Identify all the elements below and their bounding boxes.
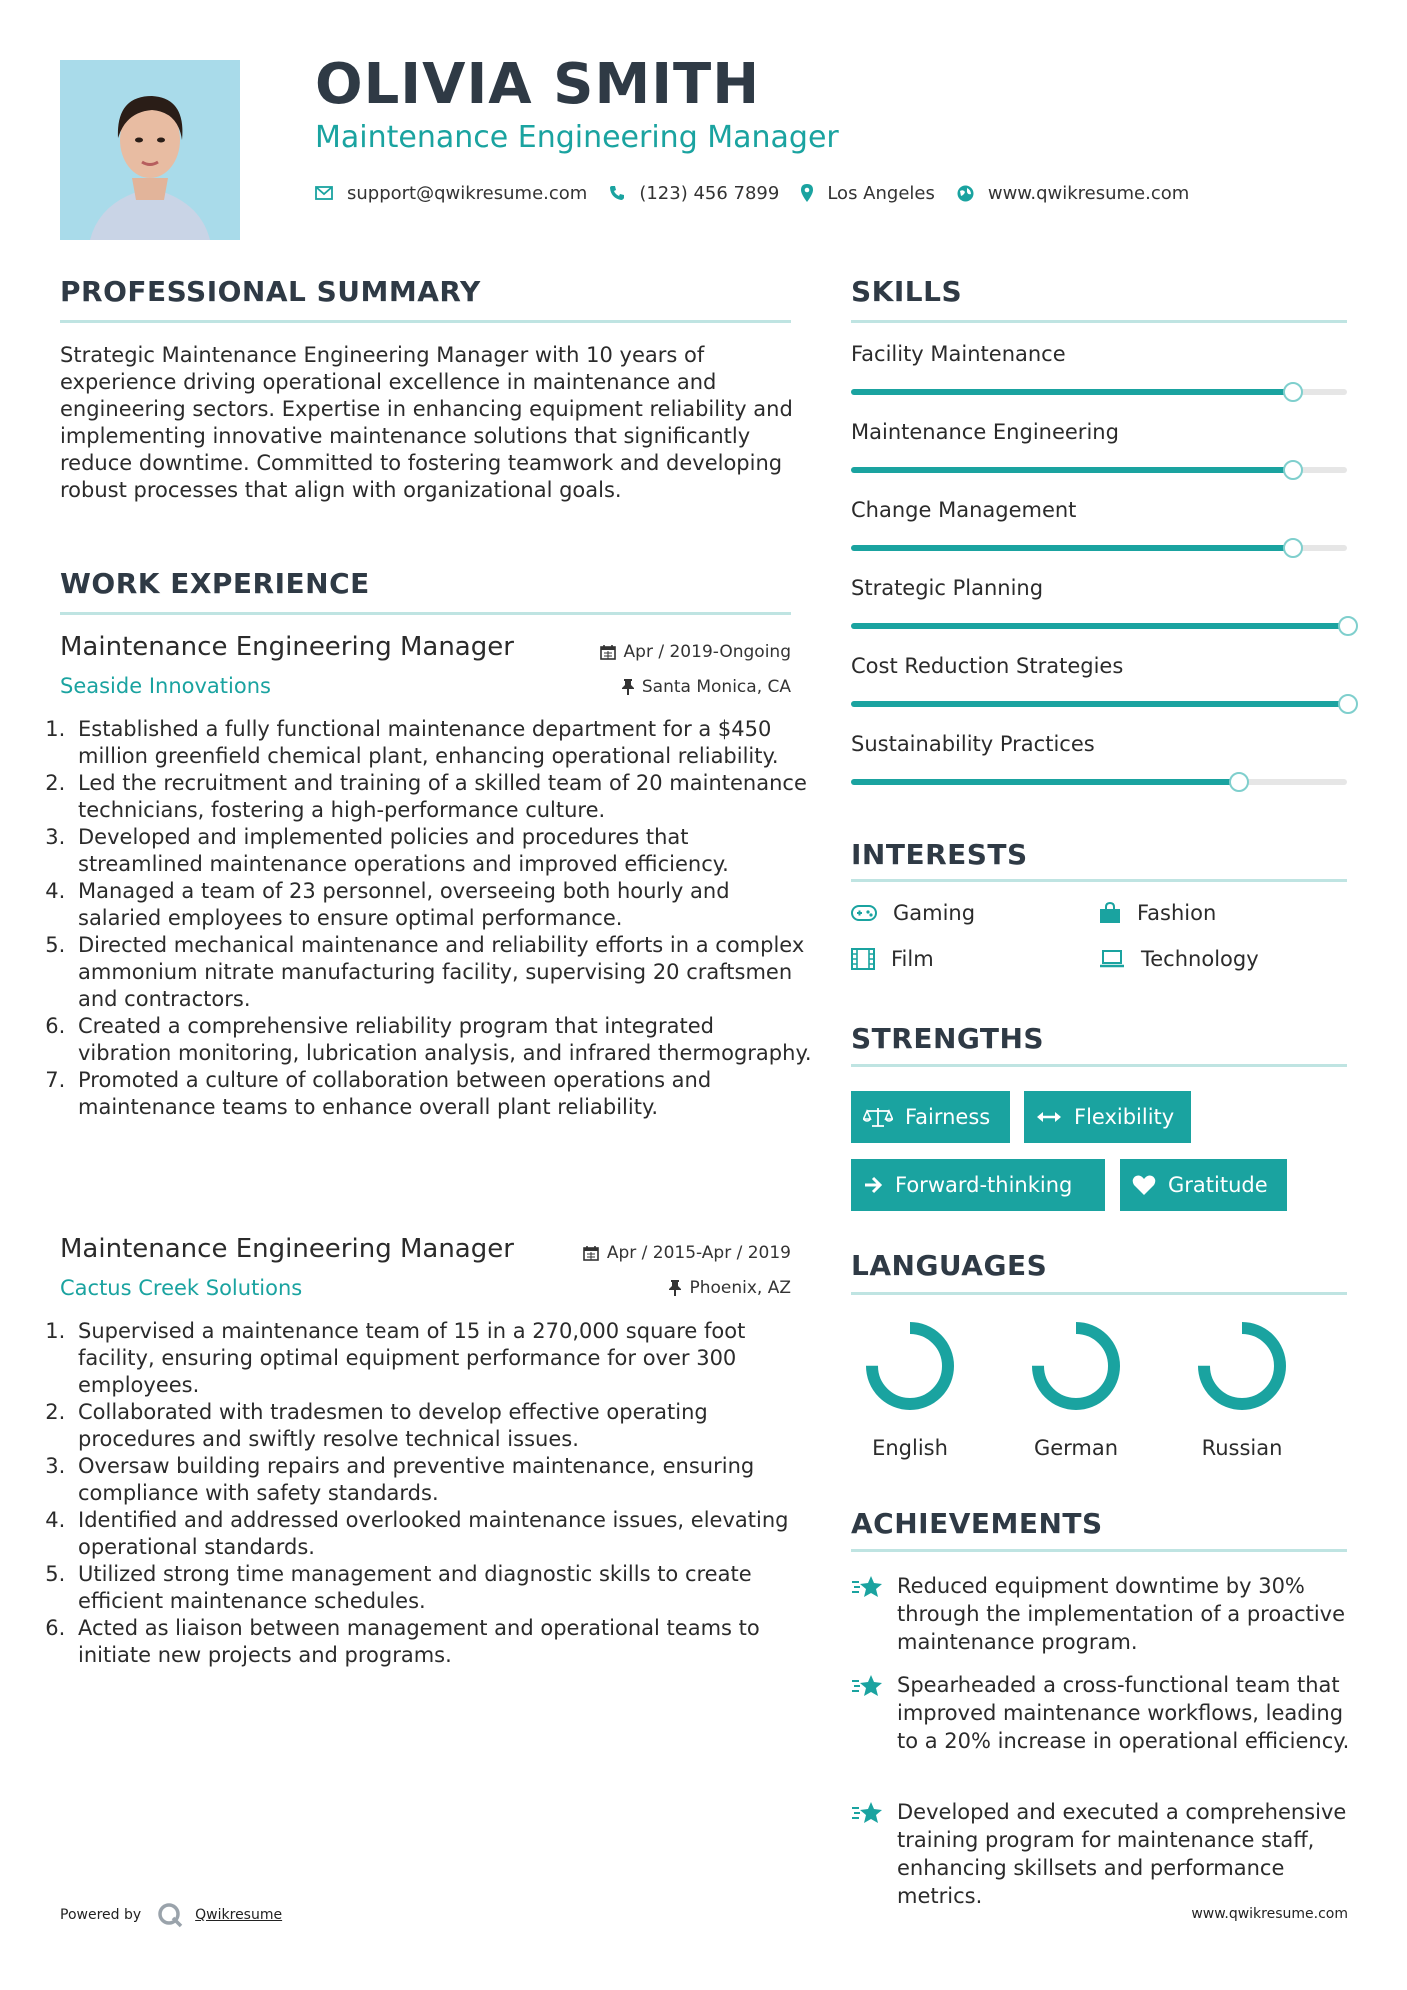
skill-label: Sustainability Practices — [851, 732, 1095, 756]
languages-divider — [851, 1292, 1347, 1295]
summary-heading: PROFESSIONAL SUMMARY — [60, 275, 481, 308]
strengths-divider — [851, 1064, 1347, 1067]
job-title: Maintenance Engineering Manager — [60, 1234, 514, 1264]
skills-divider — [851, 320, 1347, 323]
skill-bar — [851, 545, 1347, 551]
footer-brand-link[interactable]: Qwikresume — [195, 1907, 283, 1923]
calendar-icon — [600, 644, 616, 660]
achievements-divider — [851, 1549, 1347, 1552]
language-gauge — [864, 1320, 956, 1412]
contact-location-text: Los Angeles — [827, 182, 935, 204]
laptop-icon — [1099, 950, 1125, 968]
list-item: 7. Promoted a culture of collaboration between operations and maintenance teams to enhance overall plant reliability. — [72, 1067, 813, 1121]
list-item: 5. Directed mechanical maintenance and reliability efforts in a complex ammonium nitrate manufacturing facility, supervising 20 craftsmen and contractors. — [72, 932, 813, 1013]
language-gauge — [1196, 1320, 1288, 1412]
skill-bar-fill — [851, 623, 1347, 629]
strength-label: Fairness — [905, 1105, 991, 1129]
shooting-star-icon — [851, 1800, 883, 1826]
list-item: 6. Created a comprehensive reliability program that integrated vibration monitoring, lubrication analysis, and infrared thermography. — [72, 1013, 813, 1067]
interest-item — [1099, 947, 1259, 971]
language-label: German — [1033, 1436, 1119, 1460]
skill-bar-knob — [1283, 538, 1303, 558]
contact-bar — [315, 178, 1211, 208]
job-location-text: Santa Monica, CA — [641, 677, 791, 697]
job-title: Maintenance Engineering Manager — [60, 632, 514, 662]
list-item: 1. Supervised a maintenance team of 15 in a 270,000 square foot facility, ensuring optimal equipment performance for over 300 employees. — [72, 1318, 813, 1399]
strength-label: Flexibility — [1074, 1105, 1175, 1129]
skill-bar — [851, 623, 1347, 629]
candidate-title: Maintenance Engineering Manager — [315, 120, 839, 155]
job-duties-list — [54, 716, 813, 1121]
skill-bar-fill — [851, 701, 1347, 707]
job-location-text: Phoenix, AZ — [689, 1278, 791, 1298]
list-item: 3. Developed and implemented policies and procedures that streamlined maintenance operations and improved efficiency. — [72, 824, 813, 878]
skill-label: Maintenance Engineering — [851, 420, 1119, 444]
language-label: Russian — [1201, 1436, 1283, 1460]
strength-tag — [851, 1091, 1010, 1143]
strength-tag — [851, 1159, 1105, 1211]
skill-bar-knob — [1229, 772, 1249, 792]
contact-email[interactable] — [315, 183, 587, 204]
summary-text: Strategic Maintenance Engineering Manager with 10 years of experience driving operational excellence in maintenance and engineering sectors. Expertise in enhancing equipment reliability and implementing innovative maintenance solutions that significantly reduce downtime. Committed to fostering teamwork and developing robust processes that align with organizational goals. — [60, 343, 793, 502]
language-item — [1182, 1320, 1302, 1460]
job-company: Seaside Innovations — [60, 674, 271, 698]
interest-label: Gaming — [893, 901, 976, 925]
list-item: 2. Collaborated with tradesmen to develop effective operating procedures and swiftly resolve technical issues. — [72, 1399, 813, 1453]
achievement-item — [851, 1798, 1351, 1910]
skills-heading: SKILLS — [851, 275, 963, 308]
calendar-icon — [583, 1245, 599, 1261]
interest-label: Fashion — [1137, 901, 1217, 925]
list-item: 2. Led the recruitment and training of a skilled team of 20 maintenance technicians, fostering a high-performance culture. — [72, 770, 813, 824]
contact-phone-text: (123) 456 7899 — [639, 182, 780, 204]
job-dates — [583, 1243, 791, 1263]
contact-email-text: support@qwikresume.com — [347, 182, 588, 204]
film-icon — [851, 948, 875, 970]
contact-website[interactable] — [957, 183, 1189, 204]
list-item: 3. Oversaw building repairs and preventive maintenance, ensuring compliance with safety standards. — [72, 1453, 813, 1507]
footer-powered-by — [60, 1902, 282, 1928]
strength-label: Gratitude — [1168, 1173, 1268, 1197]
skill-bar-knob — [1283, 460, 1303, 480]
interest-item — [1099, 901, 1216, 925]
skill-bar-knob — [1338, 616, 1358, 636]
achievements-heading: ACHIEVEMENTS — [851, 1507, 1103, 1540]
pushpin-icon — [669, 1280, 681, 1296]
experience-heading: WORK EXPERIENCE — [60, 567, 370, 600]
strength-tag — [1120, 1159, 1287, 1211]
contact-location — [801, 183, 935, 204]
shopping-bag-icon — [1099, 902, 1121, 924]
skill-bar-knob — [1283, 382, 1303, 402]
strength-label: Forward-thinking — [895, 1173, 1073, 1197]
arrow-right-icon — [863, 1175, 883, 1195]
achievement-item — [851, 1671, 1351, 1755]
language-label: English — [872, 1436, 948, 1460]
strengths-heading: STRENGTHS — [851, 1022, 1045, 1055]
list-item: 5. Utilized strong time management and diagnostic skills to create efficient maintenance schedules. — [72, 1561, 813, 1615]
skill-bar-fill — [851, 779, 1238, 785]
experience-divider — [60, 612, 791, 615]
skill-bar — [851, 467, 1347, 473]
double-arrow-icon — [1036, 1110, 1062, 1124]
list-item: 4. Identified and addressed overlooked maintenance issues, elevating operational standards. — [72, 1507, 813, 1561]
interest-label: Technology — [1141, 947, 1259, 971]
list-item: 4. Managed a team of 23 personnel, overseeing both hourly and salaried employees to ensure optimal performance. — [72, 878, 813, 932]
summary-divider — [60, 320, 791, 323]
globe-icon — [957, 185, 974, 202]
job-location — [669, 1278, 791, 1298]
profile-photo — [60, 60, 240, 240]
interest-item — [851, 947, 934, 971]
gamepad-icon — [851, 905, 877, 921]
skill-label: Facility Maintenance — [851, 342, 1066, 366]
list-item: 6. Acted as liaison between management and operational teams to initiate new projects and programs. — [72, 1615, 813, 1669]
job-duties-list — [54, 1318, 813, 1669]
skill-label: Change Management — [851, 498, 1077, 522]
achievement-text: Spearheaded a cross-functional team that improved maintenance workflows, leading to a 20% increase in operational efficiency. — [897, 1673, 1350, 1753]
interest-item — [851, 901, 975, 925]
contact-phone[interactable] — [609, 183, 779, 204]
qwikresume-logo-icon — [157, 1902, 183, 1928]
skill-bar — [851, 779, 1347, 785]
job-location — [622, 677, 791, 697]
pushpin-icon — [622, 679, 634, 695]
skill-bar-fill — [851, 389, 1292, 395]
heart-icon — [1132, 1174, 1156, 1196]
skill-bar-fill — [851, 545, 1292, 551]
list-item: 1. Established a fully functional maintenance department for a $450 million greenfield chemical plant, enhancing operational reliability. — [72, 716, 813, 770]
map-pin-icon — [801, 184, 813, 202]
skill-label: Strategic Planning — [851, 576, 1044, 600]
skill-bar — [851, 701, 1347, 707]
language-gauge — [1030, 1320, 1122, 1412]
achievement-text: Developed and executed a comprehensive training program for maintenance staff, enhancing skillsets and performance metrics. — [897, 1800, 1347, 1908]
interests-divider — [851, 879, 1347, 882]
achievement-item — [851, 1572, 1351, 1656]
shooting-star-icon — [851, 1673, 883, 1699]
skill-bar-knob — [1338, 694, 1358, 714]
achievement-text: Reduced equipment downtime by 30% through the implementation of a proactive maintenance program. — [897, 1574, 1346, 1654]
strength-tag — [1024, 1091, 1191, 1143]
skill-bar — [851, 389, 1347, 395]
candidate-name: OLIVIA SMITH — [315, 52, 761, 117]
shooting-star-icon — [851, 1574, 883, 1600]
language-item — [1016, 1320, 1136, 1460]
balance-scale-icon — [863, 1106, 893, 1128]
job-dates-text: Apr / 2015-Apr / 2019 — [606, 1243, 791, 1263]
footer-website[interactable]: www.qwikresume.com — [1191, 1906, 1348, 1922]
contact-website-text: www.qwikresume.com — [987, 182, 1190, 204]
skill-bar-fill — [851, 467, 1292, 473]
phone-icon — [609, 185, 625, 201]
interests-heading: INTERESTS — [851, 838, 1028, 871]
job-company: Cactus Creek Solutions — [60, 1276, 303, 1300]
language-item — [850, 1320, 970, 1460]
envelope-icon — [315, 186, 333, 200]
job-dates — [600, 642, 791, 662]
skill-label: Cost Reduction Strategies — [851, 654, 1124, 678]
job-dates-text: Apr / 2019-Ongoing — [623, 642, 791, 662]
interest-label: Film — [891, 947, 934, 971]
footer-powered-label: Powered by — [60, 1907, 142, 1923]
languages-heading: LANGUAGES — [851, 1249, 1048, 1282]
